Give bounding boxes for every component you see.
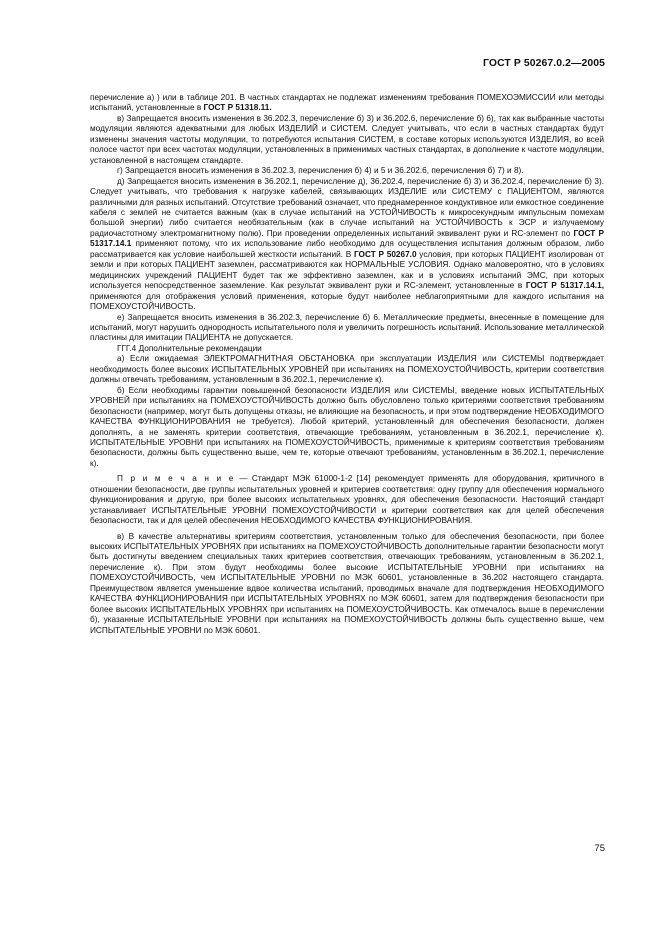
paragraph-text: применяются для отображения условий применения, которые будут наиболее неблагоприятными для каждого испытания на ПОМЕХОУСТОЙЧИВОСТЬ.: [90, 291, 604, 312]
paragraph-text: условия, при которых ПАЦИЕНТ изолирован от земли и при которых ПАЦИЕНТ заземлен, рассматриваются как НОРМАЛЬНЫЕ УСЛОВИЯ. Однако маловероятно, что в условиях медицинских учреждений ПАЦИЕНТ будет так же эффективно заземлен, как и в условиях испытаний ЭМС, при которых используется непосредственное заземление. Как результат эквивалент руки и RC-элемент, установленные в: [90, 249, 604, 291]
paragraph-v: в) Запрещается вносить изменения в 36.202.3, перечисление б) 3) и 36.202.6, перечисление б) 6), так как выбранные частоты модуляции являются адекватными для любых ИЗДЕЛИЙ и СИСТЕМ. Следует учитывать, что если в частных стандартах будут изменены значения частоты модуляции, то потребуются испытания СИСТЕМ, в составе которых используются ИЗДЕЛИЯ, во всей полосе частот при всех частотах модуляции, установленных в применимых частных стандартах, в дополнение к частоте модуляции, установленной в настоящем стандарте.: [90, 113, 604, 165]
page-number: 75: [594, 843, 605, 854]
note-block: [90, 474, 604, 526]
paragraph-v2: в) В качестве альтернативы критериям соответствия, установленным только для обеспечения безопасности, при более высоких ИСПЫТАТЕЛЬНЫХ УРОВНЯХ при испытаниях на ПОМЕХОУСТОЙЧИВОСТЬ дополнительные гарантии безопасности могут быть достигнуты введением специальных таких критериев соответствия, отвечающих требованиям, установленным в 36.202.1, перечисление к). При этом будут необходимы более высокие ИСПЫТАТЕЛЬНЫЕ УРОВНИ при испытаниях на ПОМЕХОУСТОЙЧИВОСТЬ, чем ИСПЫТАТЕЛЬНЫЕ УРОВНИ по МЭК 60601, установленные в 36.202 настоящего стандарта. Преимуществом является уменьшение вдвое количества испытаний, проводимых вначале для подтверждения НЕОБХОДИМОГО КАЧЕСТВА ФУНКЦИОНИРОВАНИЯ при ИСПЫТАТЕЛЬНЫХ УРОВНЯХ по МЭК 60601, затем для подтверждения безопасности при более высоких ИСПЫТАТЕЛЬНЫХ УРОВНЯХ при испытаниях на ПОМЕХОУСТОЙЧИВОСТЬ. Как отмечалось выше в перечислении б), указанные ИСПЫТАТЕЛЬНЫЕ УРОВНИ при испытаниях на ПОМЕХОУСТОЙЧИВОСТЬ должны быть существенно выше, чем ИСПЫТАТЕЛЬНЫЕ УРОВНИ по МЭК 60601.: [90, 531, 604, 635]
section-heading: ГГГ.4 Дополнительные рекомендации: [117, 343, 262, 353]
standard-header: ГОСТ Р 50267.0.2—2005: [483, 58, 605, 69]
paragraph-d: [90, 177, 604, 313]
paragraph-text: перечисление а) ) или в таблице 201. В частных стандартах не подлежат изменениям требования ПОМЕХОЭМИССИИ или методы испытаний, установленные в: [90, 93, 604, 113]
paragraph-g: г) Запрещается вносить изменения в 36.202.3, перечисления б) 4) и 5 и 36.202.6, перечисления б) 7) и 8).: [117, 166, 524, 176]
paragraph-b: б) Если необходимы гарантии повышенной безопасности ИЗДЕЛИЯ или СИСТЕМЫ, введение новых ИСПЫТАТЕЛЬНЫХ УРОВНЕЙ при испытаниях на ПОМЕХОУСТОЙЧИВОСТЬ должно быть обусловлено только критериями соответствия требованиям безопасности (например, могут быть допущены отказы, не влияющие на безопасность, и при этом подтверждение НЕОБХОДИМОГО КАЧЕСТВА ФУНКЦИОНИРОВАНИЯ не требуется). Любой критерий, установленный для обеспечения безопасности, должен дополнять, а не заменять критерии соответствия, отвечающие требованиям, установленным в 36.202.1, перечисление к). ИСПЫТАТЕЛЬНЫЕ УРОВНИ при испытаниях на ПОМЕХОУСТОЙЧИВОСТЬ, применимые к критериям соответствия требованиям безопасности, должны быть существенно выше, чем те, которые отвечают требованиям, установленным в 36.202.1, перечисление к).: [90, 385, 604, 468]
standard-reference: ГОСТ Р 51317.14.1,: [525, 281, 604, 291]
note-label: П р и м е ч а н и е: [117, 474, 235, 484]
paragraph-e: е) Запрещается вносить изменения в 36.202.3, перечисление б) 6. Металлические предметы, внесенные в помещение для испытаний, могут нарушить однородность испытательного поля и увеличить погрешность испытаний. Использование металлической пластины для имитации ПАЦИЕНТА не допускается.: [90, 312, 604, 343]
paragraph-text: применяют потому, что их использование либо необходимо для осуществления испытания должным образом, либо рассматривается как условие наибольшей жесткости испытаний. В: [90, 239, 604, 259]
paragraph-continuation: [90, 93, 604, 114]
standard-reference: ГОСТ Р 50267.0: [353, 249, 417, 259]
paragraph-text: д) Запрещается вносить изменения в 36.202.1, перечисление д), 36.202.4, перечисление б) 3) и 36.202.4, перечисление б) 3). Следует учитывать, что требования к нагрузке кабелей, связывающих ИЗДЕЛИЕ или СИСТЕМУ с ПАЦИЕНТОМ, являются различными для разных испытаний. Отсутствие требований означает, что преднамеренное кондуктивное или емкостное соединение кабеля с землей не считается важным (как в случае испытаний на УСТОЙЧИВОСТЬ к микросекундным импульсным помехам большой энергии) либо считается необязательным (как в случае испытаний на УСТОЙЧИВОСТЬ к ЭСР и излучаемому радиочастотному электромагнитному полю). При проведении определенных испытаний эквивалент руки и RC-элемент по: [90, 176, 604, 238]
document-body: [90, 93, 604, 636]
standard-reference: ГОСТ Р 51318.11.: [203, 103, 272, 113]
standard-reference: ГОСТ Р 51317.14.1: [90, 228, 604, 249]
paragraph-a: а) Если ожидаемая ЭЛЕКТРОМАГНИТНАЯ ОБСТАНОВКА при эксплуатации ИЗДЕЛИЯ или СИСТЕМЫ подтверждает необходимость более высоких ИСПЫТАТЕЛЬНЫХ УРОВНЕЙ при испытаниях на ПОМЕХОУСТОЙЧИВОСТЬ, критерии соответствия должны отвечать требованиям, установленным в 36.202.1, перечисление к).: [90, 354, 604, 385]
note-text: — Стандарт МЭК 61000-1-2 [14] рекомендует применять для оборудования, критичного в отношении безопасности, две группы испытательных уровней и критериев соответствия: одну группу для обеспечения нормального функционирования и другую, при более высоких испытательных уровнях, для обеспечения безопасности. Настоящий стандарт устанавливает ИСПЫТАТЕЛЬНЫЕ УРОВНИ ПОМЕХОУСТОЙЧИВОСТИ и критерии соответствия как для целей обеспечения безопасности, так и для целей обеспечения НЕОБХОДИМОГО КАЧЕСТВА ФУНКЦИОНИРОВАНИЯ.: [90, 474, 604, 526]
